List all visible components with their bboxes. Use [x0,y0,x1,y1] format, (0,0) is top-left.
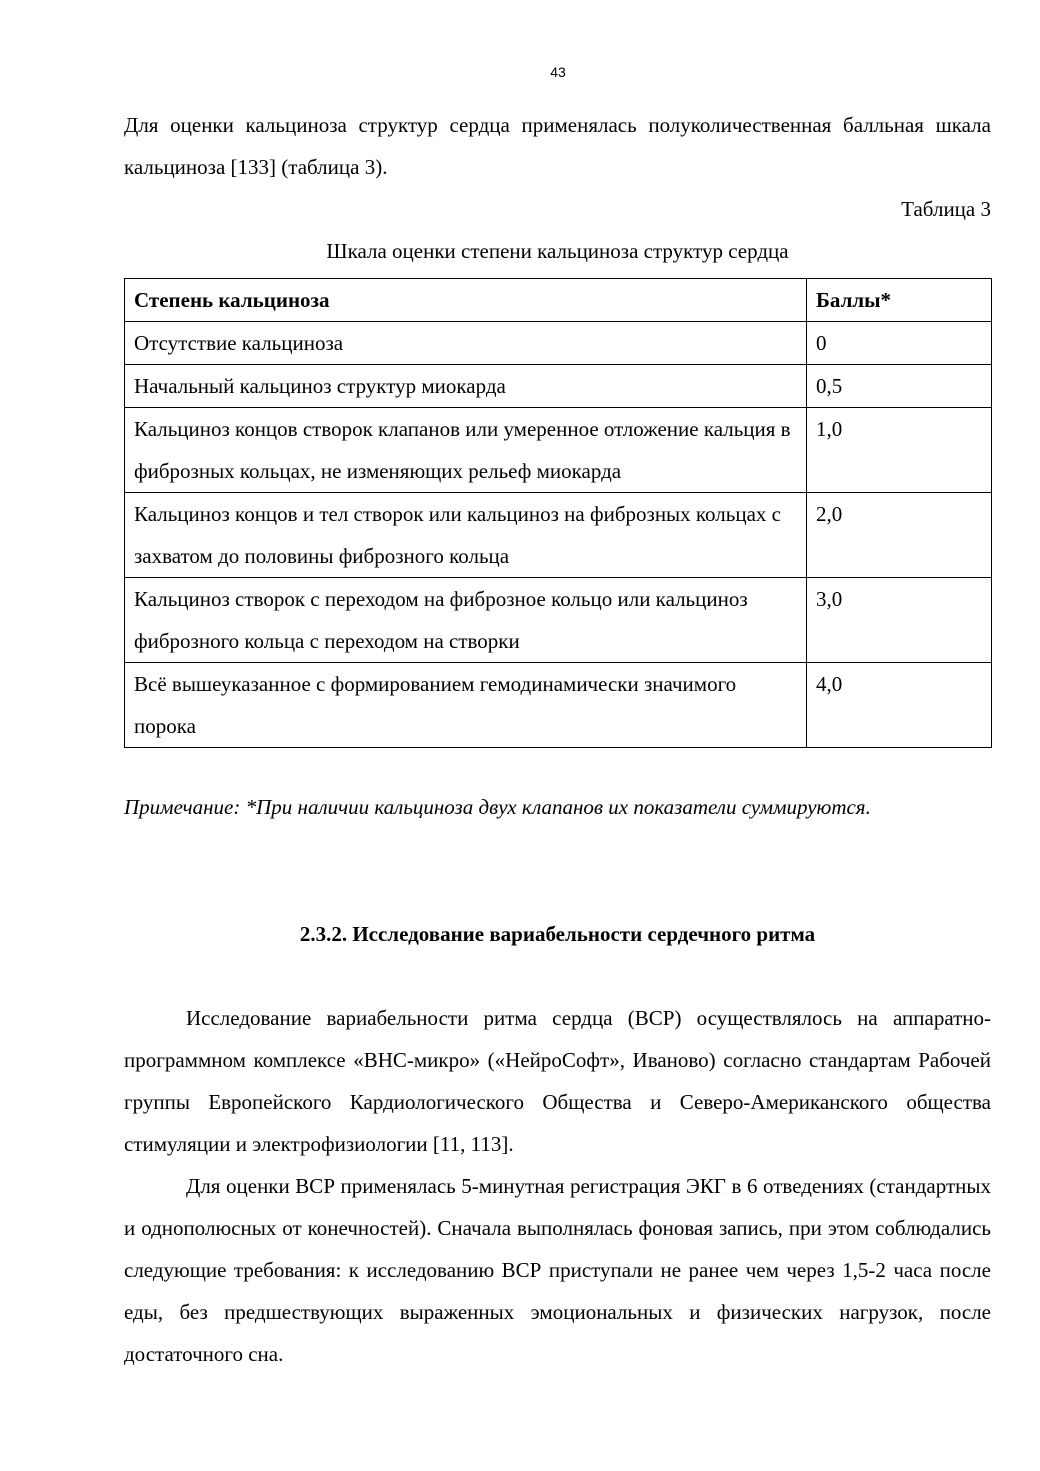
degree-cell: Кальциноз концов и тел створок или кальциноз на фиброзных кольцах с захватом до половины фиброзного кольца [125,493,807,578]
score-cell: 2,0 [807,493,992,578]
degree-cell: Кальциноз концов створок клапанов или умеренное отложение кальция в фиброзных кольцах, не изменяющих рельеф миокарда [125,408,807,493]
table-row [125,578,992,663]
degree-cell: Начальный кальциноз структур миокарда [125,365,807,408]
score-cell: 3,0 [807,578,992,663]
header-degree: Степень кальциноза [125,279,807,322]
table-number: Таблица 3 [901,197,991,221]
body-paragraph: Для оценки ВСР применялась 5-минутная регистрация ЭКГ в 6 отведениях (стандартных и однополюсных от конечностей). Сначала выполнялась фоновая запись, при этом соблюдались следующие требования: к исследованию ВСР приступали не ранее чем через 1,5-2 часа после еды, без предшествующих выраженных эмоциональных и физических нагрузок, после достаточного сна. [124,1174,991,1366]
body-paragraph: Исследование вариабельности ритма сердца (ВСР) осуществлялось на аппаратно-программном комплексе «ВНС-микро» («НейроСофт», Иваново) согласно стандартам Рабочей группы Европейского Кардиологического Общества и Северо-Американского общества стимуляции и электрофизиологии [11, 113]. [124,1006,991,1156]
table-row [125,365,992,408]
table-title: Шкала оценки степени кальциноза структур сердца [326,239,789,263]
score-cell: 0,5 [807,365,992,408]
calcification-scale-table [124,278,992,748]
table-note: Примечание: *При наличии кальциноза двух клапанов их показатели суммируются. [124,795,871,819]
table-row [125,408,992,493]
page-number: 43 [550,64,566,80]
score-cell: 0 [807,322,992,365]
section-heading: 2.3.2. Исследование вариабельности сердечного ритма [299,922,816,946]
table-row [125,322,992,365]
degree-cell: Кальциноз створок с переходом на фиброзное кольцо или кальциноз фиброзного кольца с переходом на створки [125,578,807,663]
score-cell: 1,0 [807,408,992,493]
degree-cell: Всё вышеуказанное с формированием гемодинамически значимого порока [125,663,807,748]
table-row [125,663,992,748]
score-cell: 4,0 [807,663,992,748]
table-header-row [125,279,992,322]
intro-paragraph: Для оценки кальциноза структур сердца применялась полуколичественная балльная шкала кальциноза [133] (таблица 3). [124,113,991,179]
header-score: Баллы* [807,279,992,322]
table-row [125,493,992,578]
degree-cell: Отсутствие кальциноза [125,322,807,365]
